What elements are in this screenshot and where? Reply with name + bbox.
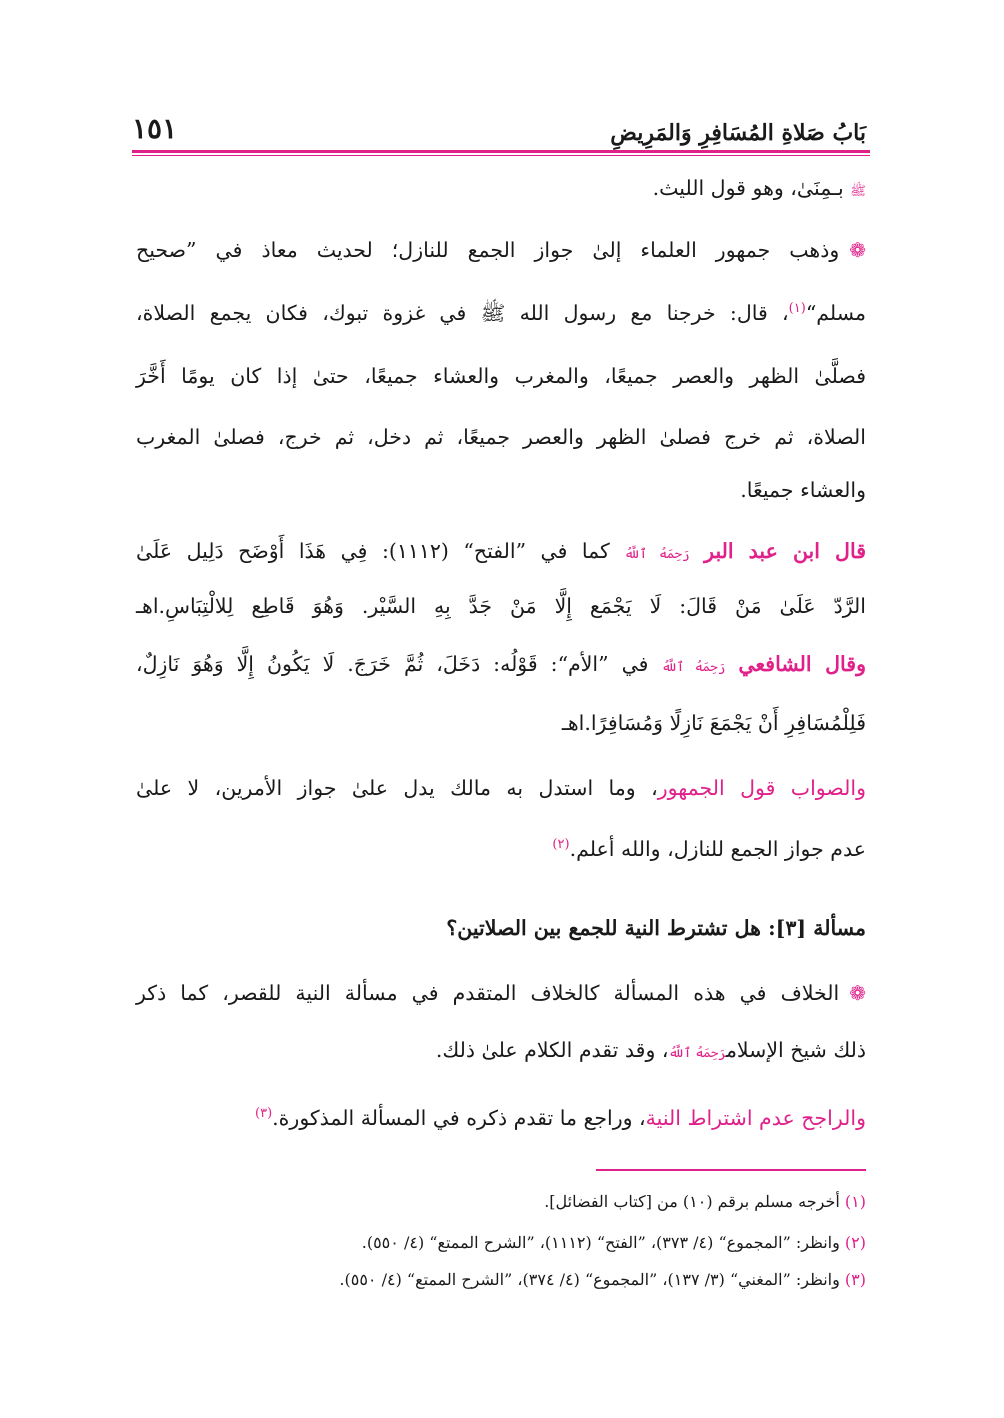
quote-shafii: وقال الشافعي رَحِمَهُ ٱللَّهُ في ”الأم“: قَوْلُه: دَخَلَ، ثُمَّ خَرَجَ. لَا يَكُونُ إِلَّا وَهُوَ نَازِلٌ،	[136, 652, 866, 676]
speaker-name: قال ابن عبد البر	[704, 539, 866, 563]
chapter-title: بَابُ صَلاةِ المُسَافِرِ وَالمَرِيضِ	[610, 120, 866, 146]
book-page	[132, 0, 870, 1418]
heading-text: هل تشترط النية للجمع بين الصلاتين؟	[446, 916, 769, 940]
paragraph-1-line-4: الصلاة، ثم خرج فصلىٰ الظهر والعصر جميعًا، ثم دخل، ثم خرج، فصلىٰ المغرب	[136, 425, 866, 449]
quote-line-2: الرَّدّ عَلَىٰ مَنْ قَالَ: لَا يَجْمَع إِلَّا مَنْ جَدَّ بِهِ السَّيْر. وَهُوَ قَاطِع لِلالْتِبَاسِ.اهـ	[136, 594, 866, 618]
paragraph-1-line-2: مسلم“$^{(١)}$، قال: خرجنا مع رسول الله ﷺ في غزوة تبوك، فكان يجمع الصلاة،	[136, 301, 866, 325]
flower-ornament-icon: ❁	[849, 981, 866, 1005]
page-header	[132, 108, 870, 150]
footnote-2: (٢) وانظر: ”المجموع“ (٤/ ٣٧٣)، ”الفتح“ (١١١٢)، ”الشرح الممتع“ (٤/ ٥٥٠).	[361, 1233, 866, 1252]
quote-line-2: فَلِلْمُسَافِرِ أَنْ يَجْمَعَ نَازِلًا وَمُسَافِرًا.اهـ	[561, 711, 866, 735]
flower-ornament-icon: ❁	[849, 238, 866, 262]
paragraph-1-line-5: والعشاء جميعًا.	[740, 478, 866, 502]
text-line: ﷺ بـمِنَىٰ، وهو قول الليث.	[652, 176, 866, 200]
conclusion-line-2: عدم جواز الجمع للنازل، والله أعلم.$^{(٢)}$	[552, 837, 866, 861]
footnote-ref: (٢)	[552, 837, 570, 853]
quote-ibn-abd-al-barr: قال ابن عبد البر رَحِمَهُ ٱللَّهُ كما في ”الفتح“ (١١١٢): فِي هَذَا أَوْضَح دَلِيل عَلَىٰ	[136, 539, 866, 563]
footnote-ref: (٣)	[255, 1106, 273, 1122]
honorific-glyph: رَحِمَهُ ٱللَّهُ	[668, 1046, 726, 1061]
highlighted-ruling: والراجح عدم اشتراط النية	[645, 1106, 866, 1130]
highlighted-ruling: والصواب قول الجمهور	[657, 776, 866, 800]
footnote-3: (٣) وانظر: ”المغني“ (٣/ ١٣٧)، ”المجموع“ (٤/ ٣٧٤)، ”الشرح الممتع“ (٤/ ٥٥٠).	[339, 1270, 866, 1289]
paragraph-2-line-2: ذلك شيخ الإسلامرَحِمَهُ ٱللَّهُ، وقد تقدم الكلام علىٰ ذلك.	[435, 1038, 866, 1062]
honorific-glyph: رَحِمَهُ ٱللَّهُ	[624, 547, 690, 562]
honorific-glyph: رَحِمَهُ ٱللَّهُ	[661, 660, 726, 675]
footnote-number: (٢)	[844, 1233, 866, 1252]
paragraph-1-line-3: فصلَّىٰ الظهر والعصر جميعًا، والمغرب والعشاء جميعًا، حتىٰ إذا كان يومًا أَخَّرَ	[136, 364, 866, 388]
footnote-separator	[596, 1169, 866, 1171]
section-heading	[136, 916, 866, 941]
paragraph-2-line-1: ❁الخلاف في هذه المسألة كالخلاف المتقدم في مسألة النية للقصر، كما ذكر	[136, 981, 866, 1005]
page-number: ١٥١	[132, 112, 178, 145]
header-rule	[132, 150, 870, 153]
honorific-glyph: ﷺ	[850, 184, 866, 199]
conclusion-line-1: والصواب قول الجمهور، وما استدل به مالك يدل علىٰ جواز الأمرين، لا علىٰ	[136, 776, 866, 800]
footnote-number: (٣)	[844, 1270, 866, 1289]
header-rule-thin	[132, 155, 870, 156]
paragraph-1-line-1: ❁وذهب جمهور العلماء إلىٰ جواز الجمع للنازل؛ لحديث معاذ في ”صحيح	[136, 238, 866, 262]
paragraph-3-line-1: والراجح عدم اشتراط النية، وراجع ما تقدم ذكره في المسألة المذكورة.$^{(٣)}$	[255, 1106, 866, 1130]
footnote-1: (١) أخرجه مسلم برقم (١٠) من [كتاب الفضائل].	[544, 1192, 866, 1211]
footnote-number: (١)	[844, 1192, 866, 1211]
heading-label: مسألة [٣]:	[768, 916, 866, 940]
footnote-ref: (١)	[788, 301, 806, 317]
speaker-name: وقال الشافعي	[738, 652, 866, 676]
